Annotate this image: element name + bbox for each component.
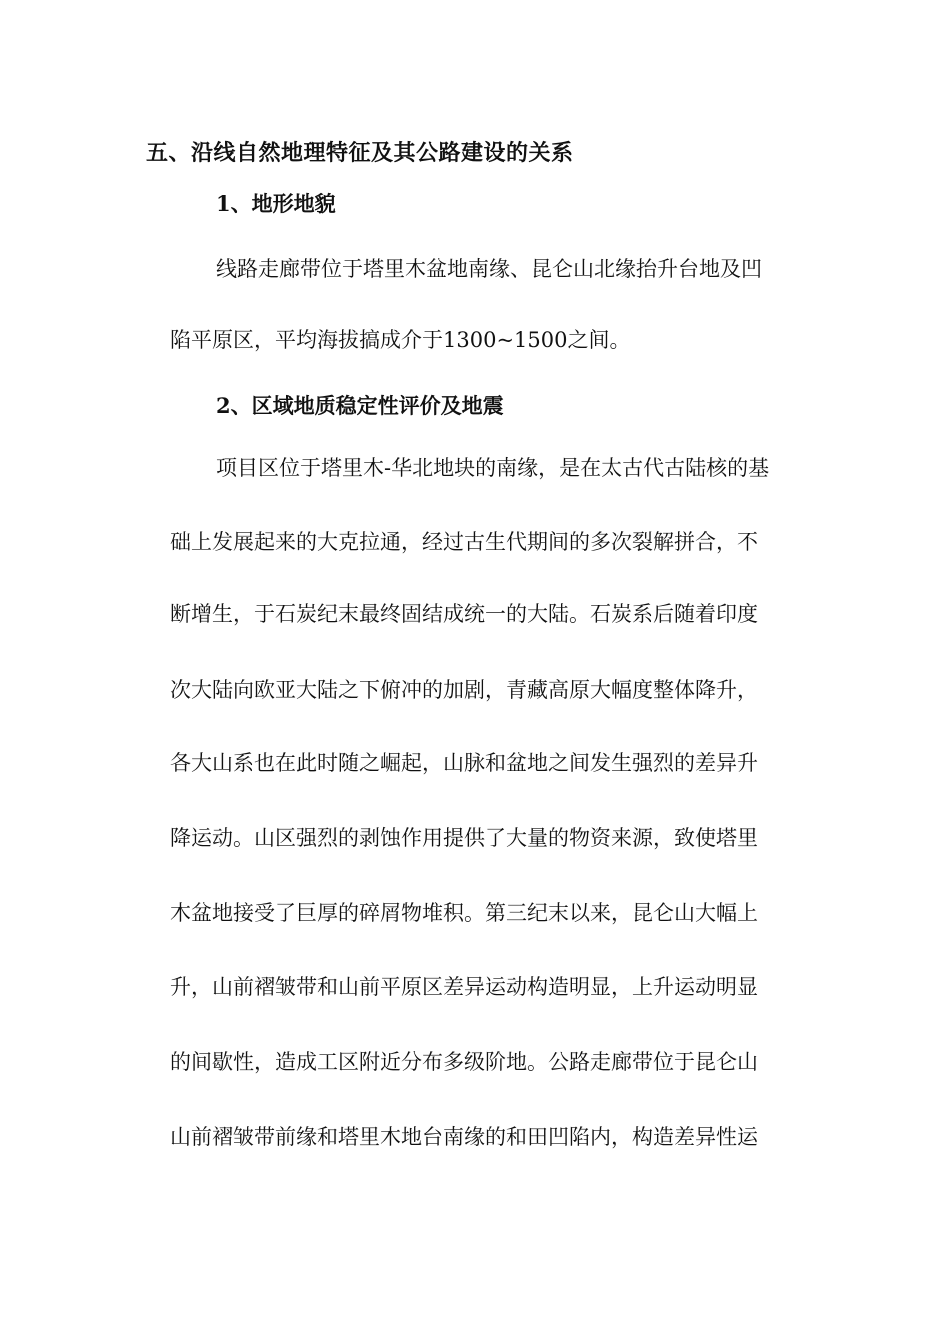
paragraph-line: 降运动。山区强烈的剥蚀作用提供了大量的物资来源，致使塔里 (170, 826, 758, 850)
paragraph-line: 断增生，于石炭纪末最终固结成统一的大陆。石炭系后随着印度 (170, 602, 758, 626)
paragraph-line: 次大陆向欧亚大陆之下俯冲的加剧，青藏高原大幅度整体降升， (170, 678, 758, 702)
paragraph-line: 各大山系也在此时随之崛起，山脉和盆地之间发生强烈的差异升 (170, 751, 758, 775)
subsection-heading-terrain: 1、地形地貌 (216, 191, 336, 216)
section-title: 五、沿线自然地理特征及其公路建设的关系 (146, 140, 574, 166)
paragraph-line: 线路走廊带位于塔里木盆地南缘、昆仑山北缘抬升台地及凹 (216, 257, 762, 281)
paragraph-line: 项目区位于塔里木-华北地块的南缘，是在太古代古陆核的基 (216, 456, 770, 480)
paragraph-line: 升，山前褶皱带和山前平原区差异运动构造明显，上升运动明显 (170, 975, 758, 999)
subsection-heading-geology: 2、区域地质稳定性评价及地震 (216, 393, 504, 418)
paragraph-line: 木盆地接受了巨厚的碎屑物堆积。第三纪末以来，昆仑山大幅上 (170, 901, 758, 925)
paragraph-line: 的间歇性，造成工区附近分布多级阶地。公路走廊带位于昆仑山 (170, 1050, 758, 1074)
paragraph-line: 山前褶皱带前缘和塔里木地台南缘的和田凹陷内，构造差异性运 (170, 1125, 758, 1149)
paragraph-line: 础上发展起来的大克拉通，经过古生代期间的多次裂解拼合，不 (170, 530, 758, 554)
paragraph-line: 陷平原区，平均海拔搞成介于1300~1500之间。 (170, 328, 631, 352)
